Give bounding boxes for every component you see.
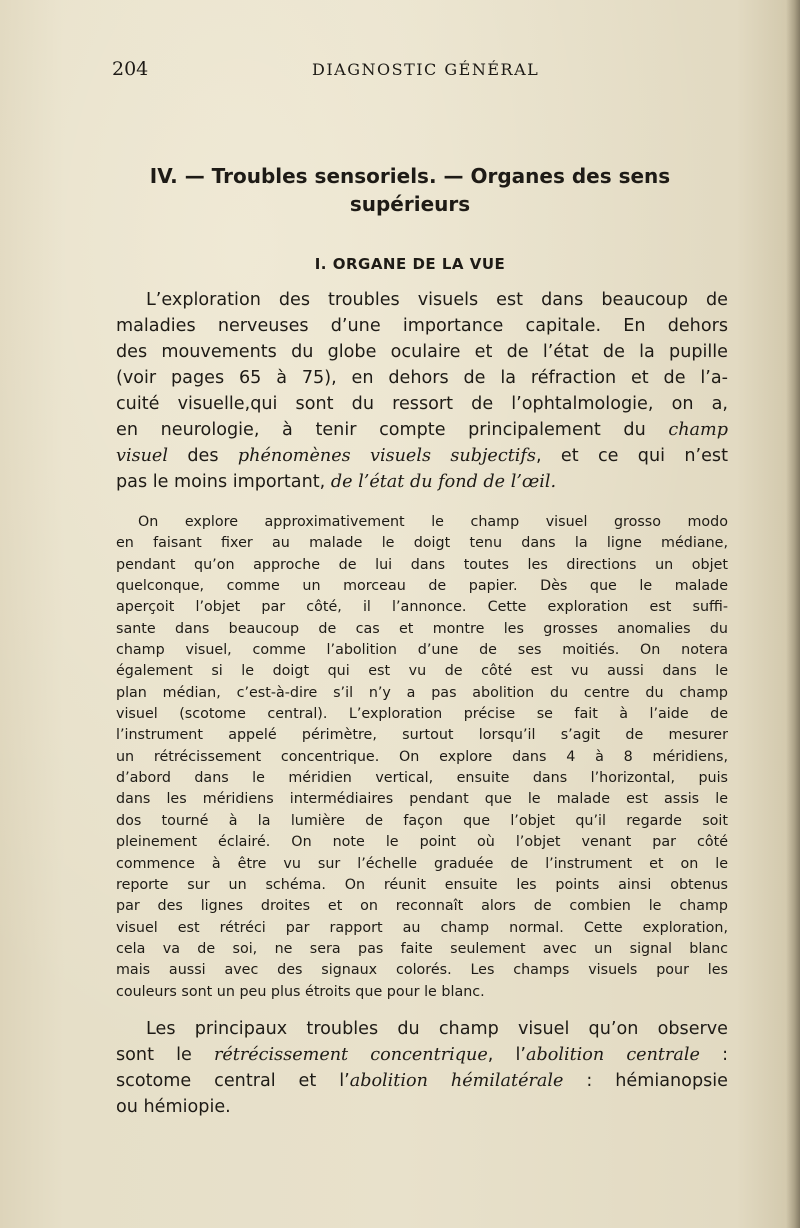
text-run: scotome central et l’ — [116, 1071, 350, 1091]
text-line: mais aussi avec des signaux colorés. Les champs visuels pour les — [116, 962, 728, 979]
emphasis: de l’état du fond de l’œil. — [330, 472, 557, 492]
text-line: L’exploration des troubles visuels est dans beaucoup de — [146, 290, 728, 310]
emphasis: champ — [668, 420, 728, 440]
text-line: en faisant fixer au malade le doigt tenu dans la ligne médiane, — [116, 535, 728, 552]
text-line: reporte sur un schéma. On réunit ensuite les points ainsi obtenus — [116, 876, 728, 893]
text-line: pendant qu’on approche de lui dans toutes les directions un objet — [116, 556, 728, 573]
paragraph-intro — [116, 287, 728, 495]
text-line: pleinement éclairé. On note le point où l’objet venant par côté — [116, 834, 728, 851]
text-line: par des lignes droites et on reconnaît alors de combien le champ — [116, 898, 728, 915]
text-line: On explore approximativement le champ visuel grosso modo — [138, 514, 728, 530]
text-line: Les principaux troubles du champ visuel qu’on observe — [146, 1019, 728, 1039]
text-line: sante dans beaucoup de cas et montre les grosses anomalies du — [116, 620, 728, 637]
text-run: : — [699, 1045, 728, 1065]
emphasis: visuel — [116, 446, 168, 466]
text-line — [116, 443, 728, 469]
text-line: également si le doigt qui est vu de côté est vu aussi dans le — [116, 663, 728, 680]
paragraph-method — [116, 512, 728, 1003]
text-line — [116, 1068, 728, 1094]
page-edge-shadow — [786, 0, 800, 1228]
text-line: commence à être vu sur l’échelle graduée de l’instrument et on le — [116, 855, 728, 872]
emphasis: abolition hémilatérale — [349, 1071, 564, 1091]
text-line — [116, 417, 728, 443]
text-run: : hémianopsie — [563, 1071, 728, 1091]
emphasis: rétrécissement concentrique — [213, 1045, 488, 1065]
text-run: en neurologie, à tenir compte principalement du — [116, 420, 646, 440]
text-line: visuel (scotome central). L’exploration précise se fait à l’aide de — [116, 706, 728, 723]
text-line: (voir pages 65 à 75), en dehors de la réfraction et de l’a- — [116, 368, 728, 388]
page-header — [112, 58, 692, 88]
section-title-line-1: IV. — Troubles sensoriels. — Organes des sens — [149, 164, 671, 188]
section-title — [140, 162, 680, 218]
text-run: des — [187, 446, 219, 466]
text-line: aperçoit l’objet par côté, il l’annonce. Cette exploration est suffi- — [116, 599, 728, 616]
text-line: des mouvements du globe oculaire et de l’état de la pupille — [116, 342, 728, 362]
text-line: quelconque, comme un morceau de papier. Dès que le malade — [116, 578, 728, 595]
text-run: pas le moins important, — [116, 472, 326, 492]
emphasis: abolition centrale — [525, 1045, 700, 1065]
text-line: cela va de soi, ne sera pas faite seulement avec un signal blanc — [116, 940, 728, 957]
text-line: dans les méridiens intermédiaires pendant que le malade est assis le — [116, 791, 728, 808]
section-title-line-2: supérieurs — [349, 192, 471, 216]
page-number: 204 — [112, 58, 149, 80]
emphasis: phénomènes visuels subjectifs — [237, 446, 536, 466]
running-head: DIAGNOSTIC GÉNÉRAL — [312, 60, 540, 79]
text-line: dos tourné à la lumière de façon que l’objet qu’il regarde soit — [116, 812, 728, 829]
text-line: maladies nerveuses d’une importance capitale. En dehors — [116, 316, 728, 336]
paragraph-troubles — [116, 1016, 728, 1120]
text-line: champ visuel, comme l’abolition d’une de ses moitiés. On notera — [116, 642, 728, 659]
text-run: , l’ — [487, 1045, 526, 1065]
text-line: un rétrécissement concentrique. On explore dans 4 à 8 méridiens, — [116, 748, 728, 765]
text-line: cuité visuelle,qui sont du ressort de l’ophtalmologie, on a, — [116, 394, 728, 414]
text-line: ou hémiopie. — [116, 1097, 231, 1117]
text-line: plan médian, c’est-à-dire s’il n’y a pas abolition du centre du champ — [116, 684, 728, 701]
text-run: , et ce qui n’est — [535, 446, 728, 466]
text-line: d’abord dans le méridien vertical, ensuite dans l’horizontal, puis — [116, 770, 728, 787]
text-run: sont le — [116, 1045, 192, 1065]
text-line — [116, 469, 728, 495]
subsection-title: I. ORGANE DE LA VUE — [314, 255, 506, 273]
text-line: visuel est rétréci par rapport au champ normal. Cette exploration, — [116, 919, 728, 936]
text-line — [116, 1042, 728, 1068]
text-line: couleurs sont un peu plus étroits que pour le blanc. — [116, 983, 485, 1000]
text-line: l’instrument appelé périmètre, surtout lorsqu’il s’agit de mesurer — [116, 727, 728, 744]
